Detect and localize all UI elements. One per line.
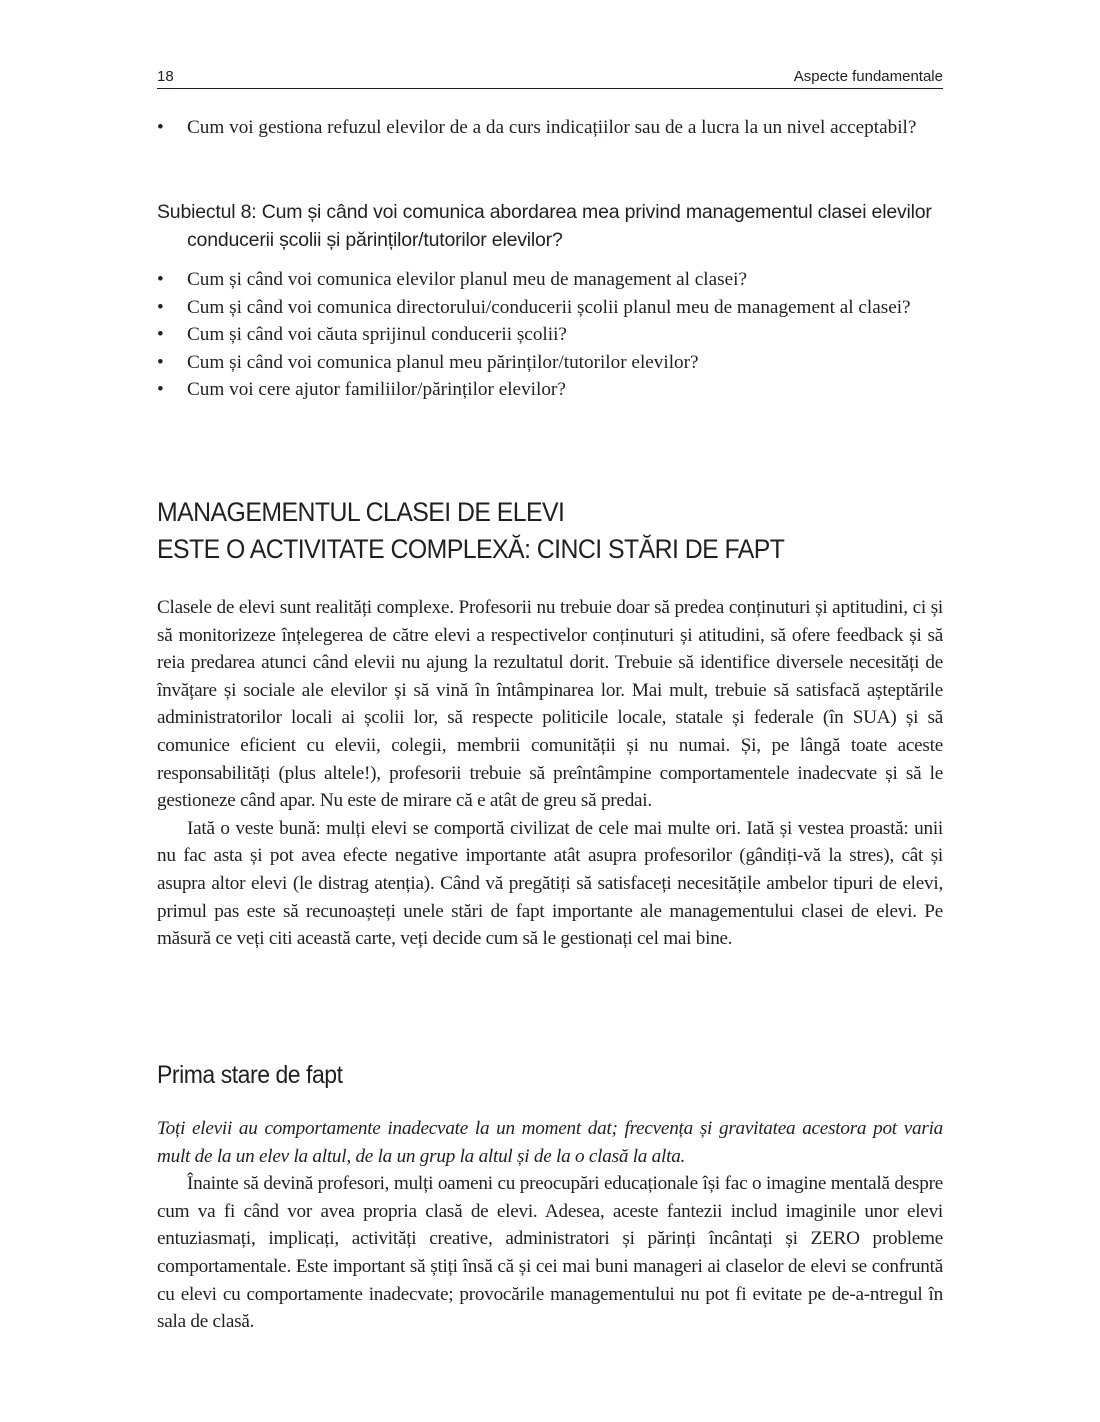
- running-head-title: Aspecte fundamentale: [793, 68, 943, 85]
- section-heading-block: [157, 1059, 943, 1091]
- chapter-heading: [157, 494, 943, 568]
- intro-bullet-list: [157, 114, 943, 142]
- paragraph: Înainte să devină profesori, mulți oameni cu preocupări educaționale își fac o imagine mentală despre cum va fi când vor avea propria clasă de elevi. Adesea, aceste fantezii includ imaginile unor elevi entuziasmați, implicați, activități creative, administratori și părinți încântați și ZERO probleme comportamentale. Este important să știți însă că și cei mai buni manageri ai claselor de elevi se confruntă cu elevi cu comportamente inadecvate; provocările managementului nu pot fi evitate pe de-a-ntregul în sala de clasă.: [157, 1173, 943, 1333]
- subject-8: [157, 198, 943, 404]
- paragraph: Iată o veste bună: mulți elevi se comportă civilizat de cele mai multe ori. Iată și vestea proastă: unii nu fac asta și pot avea efecte negative importante atât asupra profesorilor (gândiți-vă la stres), cât și asupra altor elevi (le distrag atenția). Când vă pregătiți să satisfaceți necesitățile ambelor tipuri de elevi, primul pas este să recunoașteți unele stări de fapt importante ale managementului clasei de elevi. Pe măsură ce veți citi această carte, veți decide cum să le gestionați cel mai bine.: [157, 817, 943, 950]
- list-item: • Cum și când voi comunica directorului/conducerii școlii planul meu de management al clasei?: [157, 294, 943, 322]
- chapter-body: [157, 594, 943, 953]
- list-item: • Cum și când voi căuta sprijinul conducerii școlii?: [157, 321, 943, 349]
- section-heading: Prima stare de fapt: [157, 1061, 343, 1089]
- list-item: • Cum voi gestiona refuzul elevilor de a da curs indicațiilor sau de a lucra la un nivel acceptabil?: [157, 114, 943, 142]
- italic-statement: Toți elevii au comportamente inadecvate la un moment dat; frecvența și gravitatea acestora pot varia mult de la un elev la altul, de la un grup la altul și de la o clasă la alta.: [157, 1118, 943, 1167]
- subject-8-bullet-list: [157, 266, 943, 404]
- page-number: 18: [157, 68, 174, 85]
- chapter-heading-line-2: ESTE O ACTIVITATE COMPLEXĂ: CINCI STĂRI DE FAPT: [157, 534, 785, 564]
- section-body: [157, 1115, 943, 1336]
- list-item: • Cum voi cere ajutor familiilor/părinților elevilor?: [157, 376, 943, 404]
- chapter-heading-line-1: MANAGEMENTUL CLASEI DE ELEVI: [157, 497, 565, 527]
- paragraph: Clasele de elevi sunt realități complexe. Profesorii nu trebuie doar să predea conținuturi și aptitudini, ci și să monitorizeze înțelegerea de către elevi a respectivelor conținuturi și atitudini, să ofere feedback și să reia predarea atunci când elevii nu ajung la rezultatul dorit. Trebuie să identifice diversele necesități de învățare și sociale ale elevilor și să vină în întâmpinarea lor. Mai mult, trebuie să satisfacă așteptările administratorilor locali ai școlii lor, să respecte politicile locale, statale și federale (în SUA) și să comunice eficient cu elevii, colegii, membrii comunității și nu numai. Și, pe lângă toate aceste responsabilități (plus altele!), profesorii trebuie să preîntâmpine comportamentele inadecvate și să le gestioneze când apar. Nu este de mirare că e atât de greu să predai.: [157, 597, 943, 812]
- list-item: • Cum și când voi comunica planul meu părinților/tutorilor elevilor?: [157, 349, 943, 377]
- list-item: • Cum și când voi comunica elevilor planul meu de management al clasei?: [157, 266, 943, 294]
- running-head: [157, 66, 943, 89]
- subject-heading: Subiectul 8: Cum și când voi comunica abordarea mea privind managementul clasei elevilor conducerii școlii și părinților/tutorilor elevilor?: [157, 201, 932, 251]
